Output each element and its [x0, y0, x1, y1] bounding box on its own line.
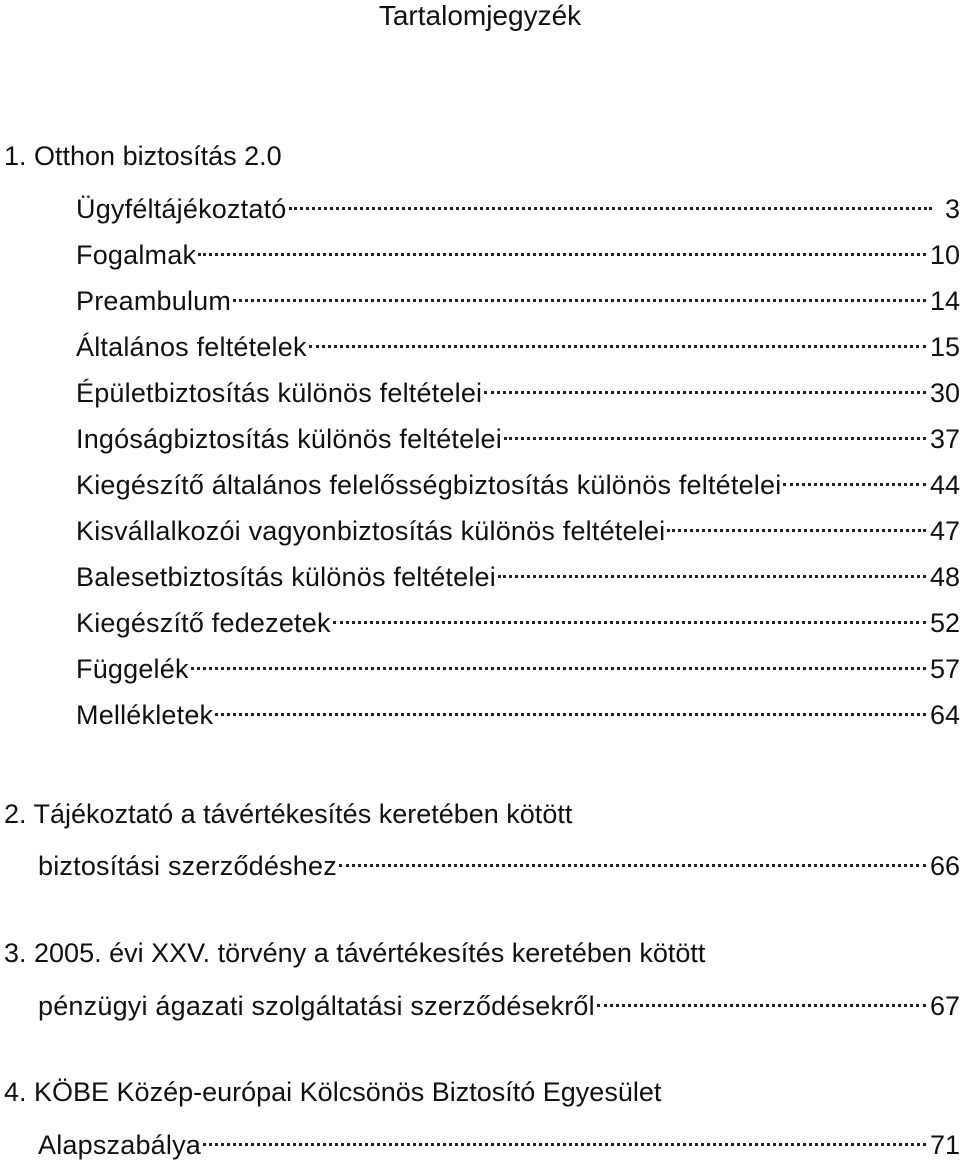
toc-entry-page: 67 — [929, 991, 960, 1021]
toc-entry-page: 10 — [929, 240, 960, 270]
toc-entry[interactable] — [76, 324, 960, 362]
toc-entry-label: pénzügyi ágazati szolgáltatási szerződésekről — [38, 991, 595, 1021]
toc-entry-page: 48 — [929, 562, 960, 592]
toc-entry-page: 47 — [929, 516, 960, 546]
section-2-heading: 2. Tájékoztató a távértékesítés keretében kötött — [4, 799, 573, 829]
dot-leader — [783, 462, 926, 494]
toc-entry-page: 57 — [929, 654, 960, 684]
toc-entry-label: Alapszabálya — [38, 1130, 202, 1160]
toc-entry-label: Balesetbiztosítás különös feltételei — [76, 562, 496, 592]
toc-entry-label: Ingóságbiztosítás különös feltételei — [76, 424, 502, 454]
toc-entry[interactable] — [76, 278, 960, 316]
dot-leader — [309, 324, 926, 356]
toc-entry[interactable] — [76, 600, 960, 638]
toc-entry-label: Függelék — [76, 654, 189, 684]
toc-entry[interactable] — [76, 508, 960, 546]
toc-entry-label: Kiegészítő általános felelősségbiztosítás különös feltételei — [76, 470, 782, 500]
toc-entry[interactable] — [76, 462, 960, 500]
dot-leader — [333, 600, 926, 632]
dot-leader — [198, 232, 926, 264]
toc-entry[interactable] — [76, 646, 960, 684]
toc-entry[interactable] — [76, 370, 960, 408]
toc-entry-page: 52 — [929, 608, 960, 638]
toc-entry[interactable] — [76, 416, 960, 454]
toc-entry-label: Kiegészítő fedezetek — [76, 608, 331, 638]
toc-entry-page: 3 — [944, 194, 960, 224]
toc-entry-page: 37 — [929, 424, 960, 454]
toc-entry[interactable] — [76, 232, 960, 270]
toc-entry-label: Fogalmak — [76, 240, 197, 270]
toc-entry-page: 30 — [929, 378, 960, 408]
dot-leader — [289, 186, 932, 218]
dot-leader — [191, 646, 926, 678]
toc-entry-page: 64 — [929, 700, 960, 730]
section-4-heading: 4. KÖBE Közép-európai Kölcsönös Biztosító Egyesület — [4, 1077, 662, 1107]
toc-entry-page: 44 — [929, 470, 960, 500]
toc-entry-page: 14 — [929, 286, 960, 316]
page-title: Tartalomjegyzék — [378, 0, 582, 31]
section-1-heading: 1. Otthon biztosítás 2.0 — [4, 141, 282, 171]
toc-entry[interactable] — [76, 554, 960, 592]
dot-leader — [504, 416, 926, 448]
toc-entry[interactable] — [38, 843, 960, 881]
toc-entry-label: Preambulum — [76, 286, 232, 316]
dot-leader — [203, 1122, 926, 1154]
toc-entry-label: Általános feltételek — [76, 332, 307, 362]
toc-entry-label: Épületbiztosítás különös feltételei — [76, 378, 483, 408]
section-3-heading: 3. 2005. évi XXV. törvény a távértékesítés keretében kötött — [4, 938, 706, 968]
toc-entry-label: Mellékletek — [76, 700, 214, 730]
toc-entry-label: biztosítási szerződéshez — [38, 851, 337, 881]
toc-entry-label: Kisvállalkozói vagyonbiztosítás különös feltételei — [76, 516, 666, 546]
toc-entry-label: Ügyféltájékoztató — [76, 194, 287, 224]
toc-entry-page: 15 — [929, 332, 960, 362]
dot-leader — [498, 554, 926, 586]
toc-entry[interactable] — [76, 186, 960, 224]
toc-entry[interactable] — [38, 1122, 960, 1160]
dot-leader — [339, 843, 926, 875]
toc-entry-page: 66 — [929, 851, 960, 881]
dot-leader — [215, 692, 926, 724]
dot-leader — [233, 278, 926, 310]
toc-entry[interactable] — [38, 983, 960, 1021]
dot-leader — [484, 370, 926, 402]
dot-leader — [597, 983, 926, 1015]
dot-leader — [667, 508, 926, 540]
toc-entry-page: 71 — [929, 1130, 960, 1160]
toc-entry[interactable] — [76, 692, 960, 730]
